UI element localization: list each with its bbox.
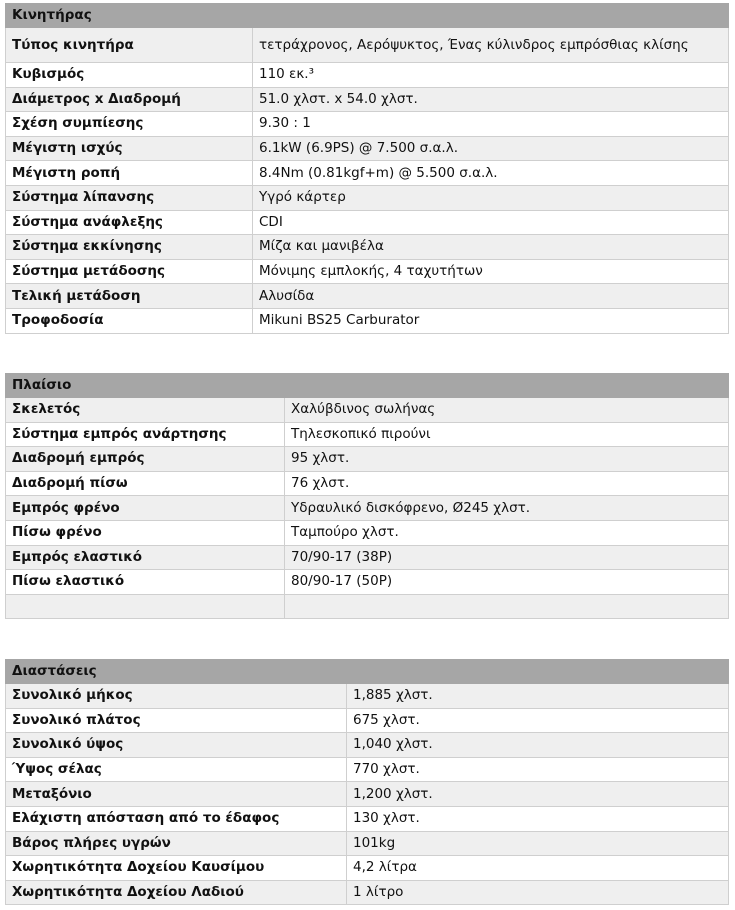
- spec-value: 6.1kW (6.9PS) @ 7.500 σ.α.λ.: [253, 136, 729, 161]
- spec-value: Χαλύβδινος σωλήνας: [285, 398, 729, 423]
- spec-row: [6, 284, 729, 309]
- spec-label: Σύστημα μετάδοσης: [6, 259, 253, 284]
- spec-label: Μέγιστη ισχύς: [6, 136, 253, 161]
- spec-label: Διαδρομή εμπρός: [6, 447, 285, 472]
- spec-row: [6, 856, 729, 881]
- spec-row: [6, 161, 729, 186]
- spec-label: Συνολικό ύψος: [6, 733, 347, 758]
- dimensions-spec-table: [5, 659, 729, 905]
- spec-label: Συνολικό μήκος: [6, 684, 347, 709]
- spec-label: Σύστημα λίπανσης: [6, 185, 253, 210]
- spec-row: [6, 447, 729, 472]
- spec-row: [6, 398, 729, 423]
- spec-row: [6, 136, 729, 161]
- spec-label: Συνολικό πλάτος: [6, 708, 347, 733]
- spec-value: Μίζα και μανιβέλα: [253, 235, 729, 260]
- spec-value: 76 χλστ.: [285, 471, 729, 496]
- spec-value: Υδραυλικό δισκόφρενο, Ø245 χλστ.: [285, 496, 729, 521]
- spec-row: [6, 112, 729, 137]
- spec-label: Τύπος κινητήρα: [6, 28, 253, 63]
- spec-value: 70/90-17 (38P): [285, 545, 729, 570]
- spec-row: [6, 471, 729, 496]
- spec-label: Πίσω ελαστικό: [6, 570, 285, 595]
- spec-label: Ύψος σέλας: [6, 757, 347, 782]
- spec-value: Υγρό κάρτερ: [253, 185, 729, 210]
- spec-value: CDI: [253, 210, 729, 235]
- section-header: [6, 660, 729, 684]
- spec-value: 770 χλστ.: [347, 757, 729, 782]
- spec-value: 8.4Nm (0.81kgf+m) @ 5.500 σ.α.λ.: [253, 161, 729, 186]
- spec-label: Χωρητικότητα Δοχείου Καυσίμου: [6, 856, 347, 881]
- spec-value: 4,2 λίτρα: [347, 856, 729, 881]
- spec-label: Πίσω φρένο: [6, 520, 285, 545]
- spec-row: [6, 308, 729, 333]
- spec-value: Μόνιμης εμπλοκής, 4 ταχυτήτων: [253, 259, 729, 284]
- spec-row: [6, 806, 729, 831]
- spec-label: Διάμετρος x Διαδρομή: [6, 87, 253, 112]
- spec-row: [6, 496, 729, 521]
- spec-row: [6, 235, 729, 260]
- spec-row: [6, 63, 729, 88]
- spec-row: [6, 185, 729, 210]
- spec-value: 101kg: [347, 831, 729, 856]
- spec-value: 1,040 χλστ.: [347, 733, 729, 758]
- spec-row: [6, 708, 729, 733]
- spec-value: Τηλεσκοπικό πιρούνι: [285, 422, 729, 447]
- spec-value: 110 εκ.³: [253, 63, 729, 88]
- spec-row: [6, 545, 729, 570]
- spec-row: [6, 210, 729, 235]
- spec-value: [285, 594, 729, 619]
- spec-label: Τελική μετάδοση: [6, 284, 253, 309]
- spec-row: [6, 422, 729, 447]
- spec-label: Βάρος πλήρες υγρών: [6, 831, 347, 856]
- spec-value: Αλυσίδα: [253, 284, 729, 309]
- spec-row: [6, 87, 729, 112]
- spec-label: Σύστημα ανάφλεξης: [6, 210, 253, 235]
- section-title: Πλαίσιο: [6, 374, 729, 398]
- spec-label: [6, 594, 285, 619]
- spec-value: 675 χλστ.: [347, 708, 729, 733]
- section-title: Κινητήρας: [6, 4, 729, 28]
- spec-value: 130 χλστ.: [347, 806, 729, 831]
- spec-value: 80/90-17 (50P): [285, 570, 729, 595]
- spec-value: 1 λίτρο: [347, 880, 729, 905]
- spec-value: 95 χλστ.: [285, 447, 729, 472]
- spec-label: Εμπρός φρένο: [6, 496, 285, 521]
- spec-value: 1,885 χλστ.: [347, 684, 729, 709]
- spec-row: [6, 594, 729, 619]
- spec-label: Σύστημα εκκίνησης: [6, 235, 253, 260]
- spec-value: 51.0 χλστ. x 54.0 χλστ.: [253, 87, 729, 112]
- engine-spec-table: [5, 3, 729, 334]
- spec-label: Σύστημα εμπρός ανάρτησης: [6, 422, 285, 447]
- spec-row: [6, 259, 729, 284]
- spec-value: 9.30 : 1: [253, 112, 729, 137]
- spec-value: 1,200 χλστ.: [347, 782, 729, 807]
- spec-label: Σχέση συμπίεσης: [6, 112, 253, 137]
- spec-row: [6, 520, 729, 545]
- spec-value: Ταμπούρο χλστ.: [285, 520, 729, 545]
- spec-row: [6, 570, 729, 595]
- spec-label: Μέγιστη ροπή: [6, 161, 253, 186]
- spec-label: Εμπρός ελαστικό: [6, 545, 285, 570]
- spec-row: [6, 831, 729, 856]
- section-header: [6, 4, 729, 28]
- spec-row: [6, 28, 729, 63]
- spec-label: Κυβισμός: [6, 63, 253, 88]
- spec-row: [6, 757, 729, 782]
- section-title: Διαστάσεις: [6, 660, 729, 684]
- spec-label: Μεταξόνιο: [6, 782, 347, 807]
- spec-label: Ελάχιστη απόσταση από το έδαφος: [6, 806, 347, 831]
- spec-label: Χωρητικότητα Δοχείου Λαδιού: [6, 880, 347, 905]
- spec-row: [6, 880, 729, 905]
- spec-label: Σκελετός: [6, 398, 285, 423]
- spec-label: Διαδρομή πίσω: [6, 471, 285, 496]
- spec-row: [6, 684, 729, 709]
- chassis-spec-table: [5, 373, 729, 619]
- section-header: [6, 374, 729, 398]
- spec-row: [6, 782, 729, 807]
- spec-value: τετράχρονος, Αερόψυκτος, Ένας κύλινδρος εμπρόσθιας κλίσης: [253, 28, 729, 63]
- spec-row: [6, 733, 729, 758]
- spec-value: Mikuni BS25 Carburator: [253, 308, 729, 333]
- spec-label: Τροφοδοσία: [6, 308, 253, 333]
